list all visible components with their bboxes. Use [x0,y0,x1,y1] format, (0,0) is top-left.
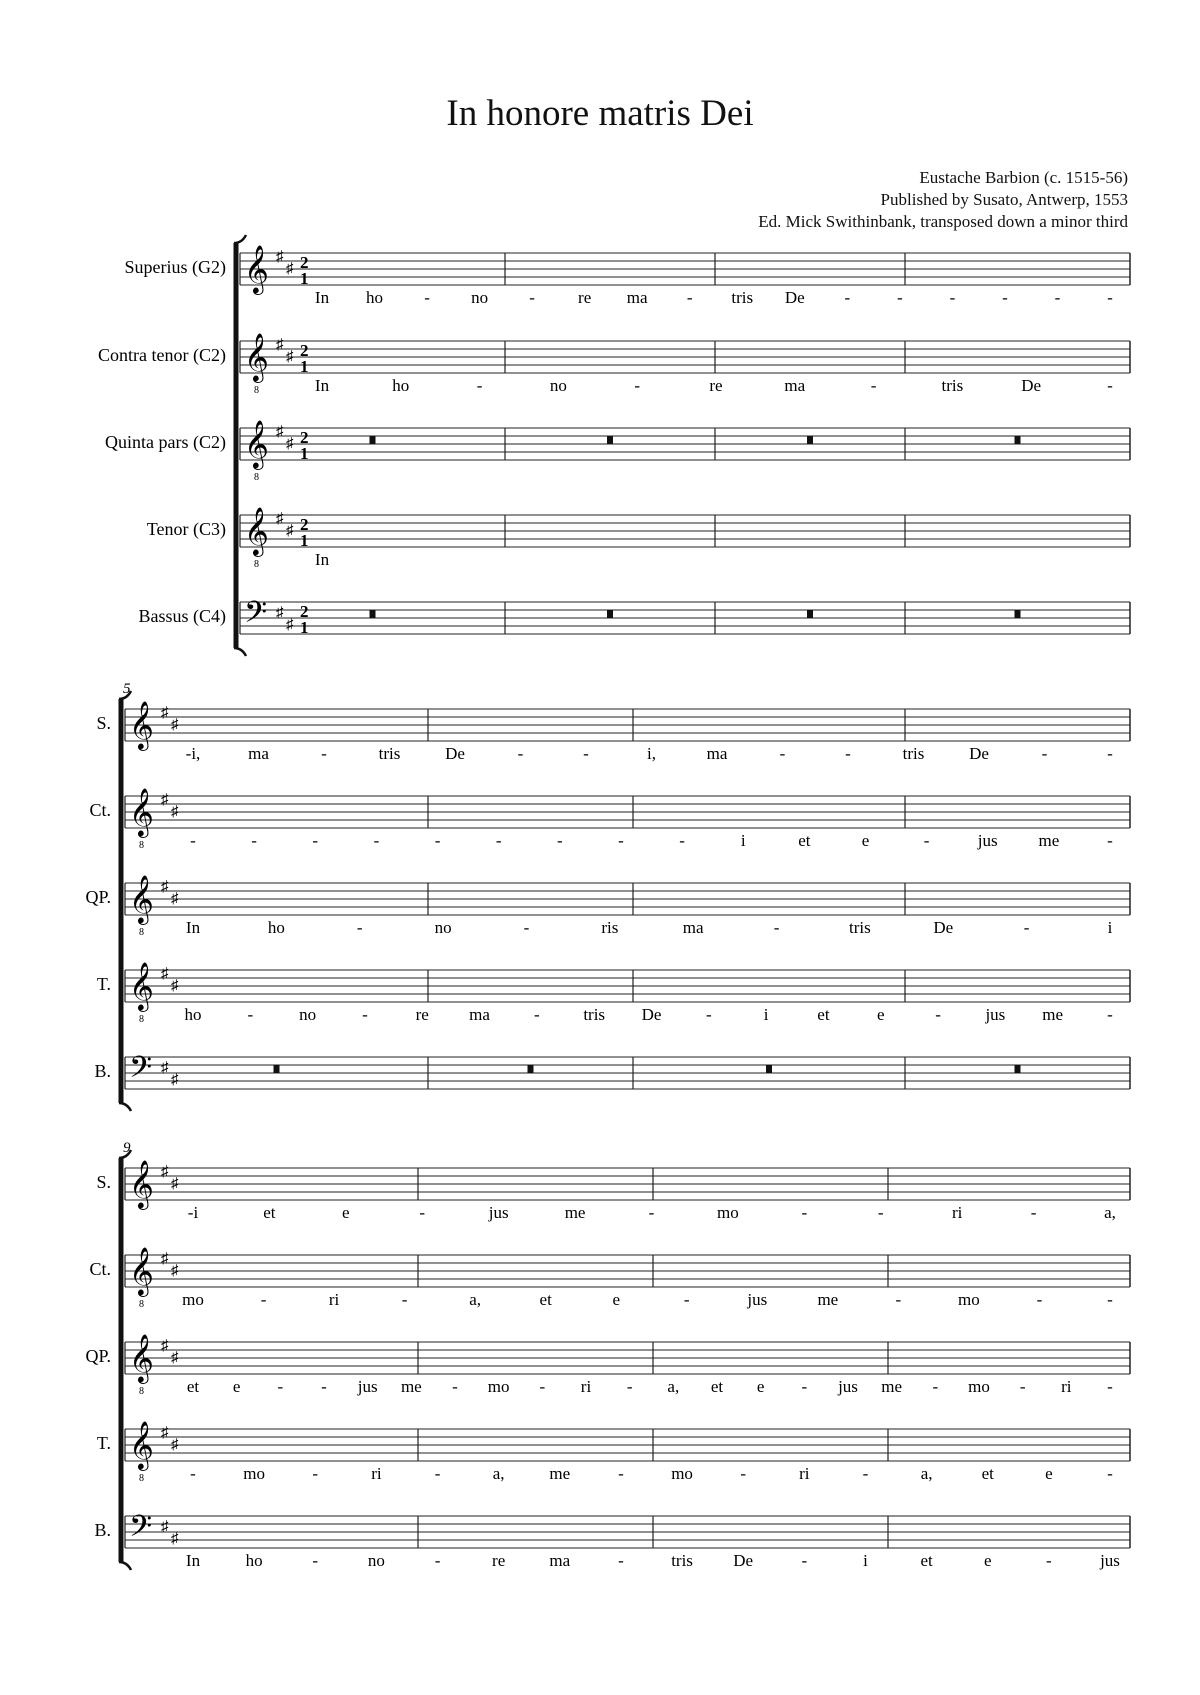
part-label: Quinta pars (C2) [105,432,226,452]
lyric-syllable: - [373,831,380,850]
lyric-syllable: - [401,1290,408,1309]
bass-clef-icon: 𝄢 [244,596,268,636]
lyric-syllable: e [983,1551,992,1570]
lyric-syllable: ri [580,1377,592,1396]
lyric-syllable: - [779,744,786,763]
sharp-icon: ♯ [171,804,179,820]
lyric-syllable: jus [488,1203,509,1222]
sharp-icon: ♯ [171,717,179,733]
lyric-syllable: mo [968,1377,990,1396]
lyric-syllable: - [1107,744,1113,763]
lyric-syllable: re [709,376,723,395]
lyric-syllable: - [679,831,685,850]
lyric-syllable: - [634,376,641,395]
lyric-syllable: a, [469,1290,482,1309]
lyric-syllable: - [618,1551,624,1570]
part-label: B. [94,1520,111,1540]
lyric-syllable: - [844,288,851,307]
lyric-syllable: ri [1061,1377,1072,1396]
lyric-syllable: - [845,744,851,763]
part-label: Contra tenor (C2) [98,345,226,365]
treble-clef-icon: 𝄞 [129,790,154,836]
lyric-syllable: me [564,1203,586,1222]
score-title: In honore matris Dei [446,93,754,134]
lyric-syllable: - [190,831,196,850]
publisher-credit: Published by Susato, Antwerp, 1553 [880,190,1128,209]
time-signature-numerator: 2 [300,515,309,534]
breve-rest-icon [807,610,813,618]
part-label: QP. [85,887,111,907]
lyric-syllable: me [549,1464,571,1483]
lyric-syllable: De [969,744,989,763]
lyric-syllable: mo [182,1290,204,1309]
lyric-syllable: e [1045,1464,1053,1483]
part-label: QP. [85,1346,111,1366]
time-signature-denominator: 1 [300,357,309,376]
lyric-syllable: - [626,1377,633,1396]
sharp-icon: ♯ [161,1425,169,1441]
part-label: B. [94,1061,111,1081]
sharp-icon: ♯ [286,617,294,633]
lyric-syllable: - [801,1551,808,1570]
lyric-syllable: - [1046,1551,1052,1570]
lyric-syllable: - [1107,376,1113,395]
bracket-bottom-hook [234,648,246,656]
sharp-icon: ♯ [286,523,294,539]
lyric-syllable: tris [902,744,925,763]
lyric-syllable: In [185,1551,201,1570]
lyric-syllable: In [314,550,330,569]
sharp-icon: ♯ [276,511,284,527]
lyric-syllable: - [312,1464,319,1483]
treble-clef-icon: 𝄞 [129,703,154,749]
editor-credit: Ed. Mick Swithinbank, transposed down a minor third [758,212,1128,231]
lyric-syllable: ri [371,1464,382,1483]
sharp-icon: ♯ [161,966,169,982]
lyric-syllable: no [367,1551,385,1570]
lyric-syllable: - [1036,1290,1043,1309]
part-label: S. [96,713,111,733]
lyric-syllable: et [263,1203,276,1222]
lyric-syllable: De [1021,376,1042,395]
treble-clef-icon: 𝄞 [244,247,269,293]
lyric-syllable: i, [647,744,656,763]
breve-rest-icon [274,1065,280,1073]
lyric-syllable: - [356,918,363,937]
lyric-syllable: ho [366,288,384,307]
sharp-icon: ♯ [161,1060,169,1076]
treble-clef-icon: 𝄞 [129,1336,154,1382]
treble-clef-icon: 𝄞 [129,1423,154,1469]
lyric-syllable: ma [469,1005,490,1024]
lyric-syllable: - [870,376,877,395]
lyric-syllable: jus [977,831,998,850]
lyric-syllable: - [583,744,589,763]
lyric-syllable: e [756,1377,765,1396]
breve-rest-icon [1015,1065,1021,1073]
treble-clef-icon: 𝄞 [129,877,154,923]
lyric-syllable: - [312,1551,319,1570]
lyric-syllable: e [876,1005,885,1024]
lyric-syllable: me [817,1290,839,1309]
lyric-syllable: et [981,1464,994,1483]
sharp-icon: ♯ [171,1350,179,1366]
part-label: S. [96,1172,111,1192]
lyric-syllable: - [683,1290,690,1309]
lyric-syllable: - [895,1290,902,1309]
measure-number: 5 [123,681,131,697]
lyric-syllable: - [1107,1464,1113,1483]
lyric-syllable: jus [838,1377,858,1396]
lyric-syllable: - [190,1464,196,1483]
lyric-syllable: - [1041,744,1048,763]
sharp-icon: ♯ [171,978,179,994]
lyric-syllable: -i [187,1203,199,1222]
octave-eight-marker: 8 [139,840,144,851]
lyric-syllable: i [1107,918,1113,937]
lyric-syllable: - [1107,831,1113,850]
octave-eight-marker: 8 [139,1473,144,1484]
breve-rest-icon [607,610,613,618]
lyric-syllable: me [400,1377,422,1396]
lyric-syllable: et [817,1005,830,1024]
lyric-syllable: tris [583,1005,606,1024]
sharp-icon: ♯ [286,349,294,365]
lyric-syllable: e [342,1203,350,1222]
lyric-syllable: - [877,1203,884,1222]
lyric-syllable: e [612,1290,621,1309]
part-label: T. [96,1433,111,1453]
breve-rest-icon [370,610,376,618]
lyric-syllable: - [529,288,535,307]
lyric-syllable: - [1030,1203,1037,1222]
lyric-syllable: jus [1100,1551,1120,1570]
lyric-syllable: - [434,1464,441,1483]
lyric-syllable: tris [731,288,754,307]
lyric-syllable: mo [243,1464,266,1483]
composer-credit: Eustache Barbion (c. 1515-56) [919,168,1128,187]
lyric-syllable: et [920,1551,933,1570]
lyric-syllable: i [863,1551,868,1570]
octave-eight-marker: 8 [254,472,259,483]
sharp-icon: ♯ [161,792,169,808]
treble-clef-icon: 𝄞 [244,335,269,381]
lyric-syllable: De [933,918,954,937]
lyric-syllable: a, [667,1377,680,1396]
time-signature-numerator: 2 [300,428,309,447]
lyric-syllable: - [1107,288,1113,307]
lyric-syllable: jus [747,1290,768,1309]
octave-eight-marker: 8 [254,559,259,570]
bracket-bottom-hook [119,1562,131,1570]
lyric-syllable: - [897,288,903,307]
bass-clef-icon: 𝄢 [129,1051,153,1091]
lyric-syllable: - [686,288,693,307]
part-label: Ct. [89,1259,111,1279]
bracket-top-hook [234,235,246,243]
lyric-syllable: - [247,1005,254,1024]
lyric-syllable: i [763,1005,769,1024]
sharp-icon: ♯ [171,1072,179,1088]
time-signature-denominator: 1 [300,531,309,550]
lyric-syllable: - [1107,1005,1113,1024]
lyric-syllable: i [740,831,746,850]
part-label: Bassus (C4) [138,606,226,626]
lyric-syllable: - [648,1203,655,1222]
sharp-icon: ♯ [276,605,284,621]
lyric-syllable: - [556,831,563,850]
lyric-syllable: - [618,1464,624,1483]
breve-rest-icon [1015,610,1021,618]
lyric-syllable: mo [671,1464,693,1483]
lyric-syllable: - [740,1464,747,1483]
time-signature-denominator: 1 [300,444,309,463]
lyric-syllable: - [801,1377,808,1396]
time-signature-numerator: 2 [300,602,309,621]
lyric-syllable: tris [849,918,871,937]
lyric-syllable: ri [951,1203,963,1222]
sharp-icon: ♯ [286,436,294,452]
lyric-syllable: et [186,1377,200,1396]
lyric-syllable: De [641,1005,662,1024]
sharp-icon: ♯ [161,1338,169,1354]
lyric-syllable: - [949,288,956,307]
sharp-icon: ♯ [161,1519,169,1535]
lyric-syllable: - [452,1377,458,1396]
lyric-syllable: - [618,831,624,850]
sharp-icon: ♯ [171,1176,179,1192]
lyric-syllable: - [321,1377,327,1396]
lyric-syllable: - [419,1203,426,1222]
lyric-syllable: ri [328,1290,340,1309]
breve-rest-icon [766,1065,772,1073]
lyric-syllable: mo [717,1203,739,1222]
lyric-syllable: me [1038,831,1060,850]
lyric-syllable: - [1107,1290,1113,1309]
measure-number: 9 [123,1140,131,1156]
lyric-syllable: In [314,288,330,307]
time-signature-numerator: 2 [300,253,309,272]
lyric-syllable: tris [941,376,964,395]
octave-eight-marker: 8 [139,1014,144,1025]
sharp-icon: ♯ [276,424,284,440]
lyric-syllable: - [517,744,524,763]
part-label: Tenor (C3) [146,519,226,539]
octave-eight-marker: 8 [139,1386,144,1397]
part-label: T. [96,974,111,994]
treble-clef-icon: 𝄞 [129,1162,154,1208]
lyric-syllable: - [476,376,483,395]
sharp-icon: ♯ [161,1164,169,1180]
lyric-syllable: a, [492,1464,505,1483]
lyric-syllable: - [705,1005,712,1024]
time-signature-denominator: 1 [300,618,309,637]
sharp-icon: ♯ [276,249,284,265]
lyric-syllable: De [733,1551,754,1570]
breve-rest-icon [807,436,813,444]
lyric-syllable: re [415,1005,429,1024]
sharp-icon: ♯ [171,1263,179,1279]
lyric-syllable: ma [682,918,704,937]
sharp-icon: ♯ [161,705,169,721]
lyric-syllable: - [1019,1377,1026,1396]
lyric-syllable: no [299,1005,317,1024]
lyric-syllable: - [362,1005,368,1024]
treble-clef-icon: 𝄞 [129,964,154,1010]
breve-rest-icon [1015,436,1021,444]
breve-rest-icon [528,1065,534,1073]
breve-rest-icon [370,436,376,444]
lyric-syllable: - [1023,918,1030,937]
lyric-syllable: re [578,288,592,307]
sharp-icon: ♯ [161,1251,169,1267]
lyric-syllable: et [539,1290,552,1309]
lyric-syllable: - [1107,1377,1113,1396]
lyric-syllable: - [312,831,319,850]
lyric-syllable: - [434,831,441,850]
lyric-syllable: - [434,1551,441,1570]
lyric-syllable: - [801,1203,808,1222]
lyric-syllable: In [185,918,201,937]
sharp-icon: ♯ [161,879,169,895]
lyric-syllable: ho [245,1551,263,1570]
lyric-syllable: - [539,1377,546,1396]
bracket-bottom-hook [119,1103,131,1111]
lyric-syllable: ma [549,1551,571,1570]
sharp-icon: ♯ [171,1531,179,1547]
sharp-icon: ♯ [171,1437,179,1453]
lyric-syllable: - [932,1377,939,1396]
treble-clef-icon: 𝄞 [244,509,269,555]
lyric-syllable: In [314,376,330,395]
lyric-syllable: De [445,744,465,763]
lyric-syllable: ho [392,376,410,395]
part-label: Superius (G2) [124,257,226,277]
lyric-syllable: ma [784,376,806,395]
lyric-syllable: - [534,1005,540,1024]
lyric-syllable: - [251,831,257,850]
lyric-syllable: - [424,288,430,307]
lyric-syllable: no [549,376,567,395]
lyric-syllable: ma [248,744,269,763]
sharp-icon: ♯ [171,891,179,907]
lyric-syllable: ris [601,918,619,937]
lyric-syllable: - [277,1377,284,1396]
lyric-syllable: me [1042,1005,1064,1024]
lyric-syllable: ma [626,288,648,307]
octave-eight-marker: 8 [254,385,259,396]
lyric-syllable: e [861,831,870,850]
lyric-syllable: no [434,918,452,937]
lyric-syllable: et [798,831,811,850]
breve-rest-icon [607,436,613,444]
lyric-syllable: - [923,831,930,850]
octave-eight-marker: 8 [139,927,144,938]
sharp-icon: ♯ [276,337,284,353]
lyric-syllable: me [881,1377,903,1396]
bass-clef-icon: 𝄢 [129,1510,153,1550]
treble-clef-icon: 𝄞 [244,422,269,468]
lyric-syllable: ho [267,918,285,937]
lyric-syllable: ri [799,1464,810,1483]
lyric-syllable: - [1002,288,1008,307]
lyric-syllable: -i, [185,744,201,763]
lyric-syllable: a, [920,1464,933,1483]
lyric-syllable: jus [985,1005,1006,1024]
treble-clef-icon: 𝄞 [129,1249,154,1295]
lyric-syllable: re [492,1551,506,1570]
lyric-syllable: et [710,1377,724,1396]
lyric-syllable: - [260,1290,267,1309]
lyric-syllable: - [321,744,327,763]
lyric-syllable: a, [1104,1203,1116,1222]
lyric-syllable: mo [487,1377,510,1396]
lyric-syllable: ho [184,1005,202,1024]
lyric-syllable: jus [357,1377,378,1396]
lyric-syllable: e [232,1377,241,1396]
time-signature-numerator: 2 [300,341,309,360]
time-signature-denominator: 1 [300,269,309,288]
lyric-syllable: no [471,288,489,307]
lyric-syllable: - [935,1005,941,1024]
lyric-syllable: De [784,288,805,307]
part-label: Ct. [89,800,111,820]
lyric-syllable: - [495,831,502,850]
lyric-syllable: tris [378,744,401,763]
lyric-syllable: - [523,918,530,937]
lyric-syllable: ma [706,744,728,763]
sharp-icon: ♯ [286,261,294,277]
lyric-syllable: - [1054,288,1061,307]
lyric-syllable: mo [958,1290,980,1309]
lyric-syllable: tris [671,1551,693,1570]
lyric-syllable: - [862,1464,869,1483]
octave-eight-marker: 8 [139,1299,144,1310]
lyric-syllable: - [773,918,780,937]
